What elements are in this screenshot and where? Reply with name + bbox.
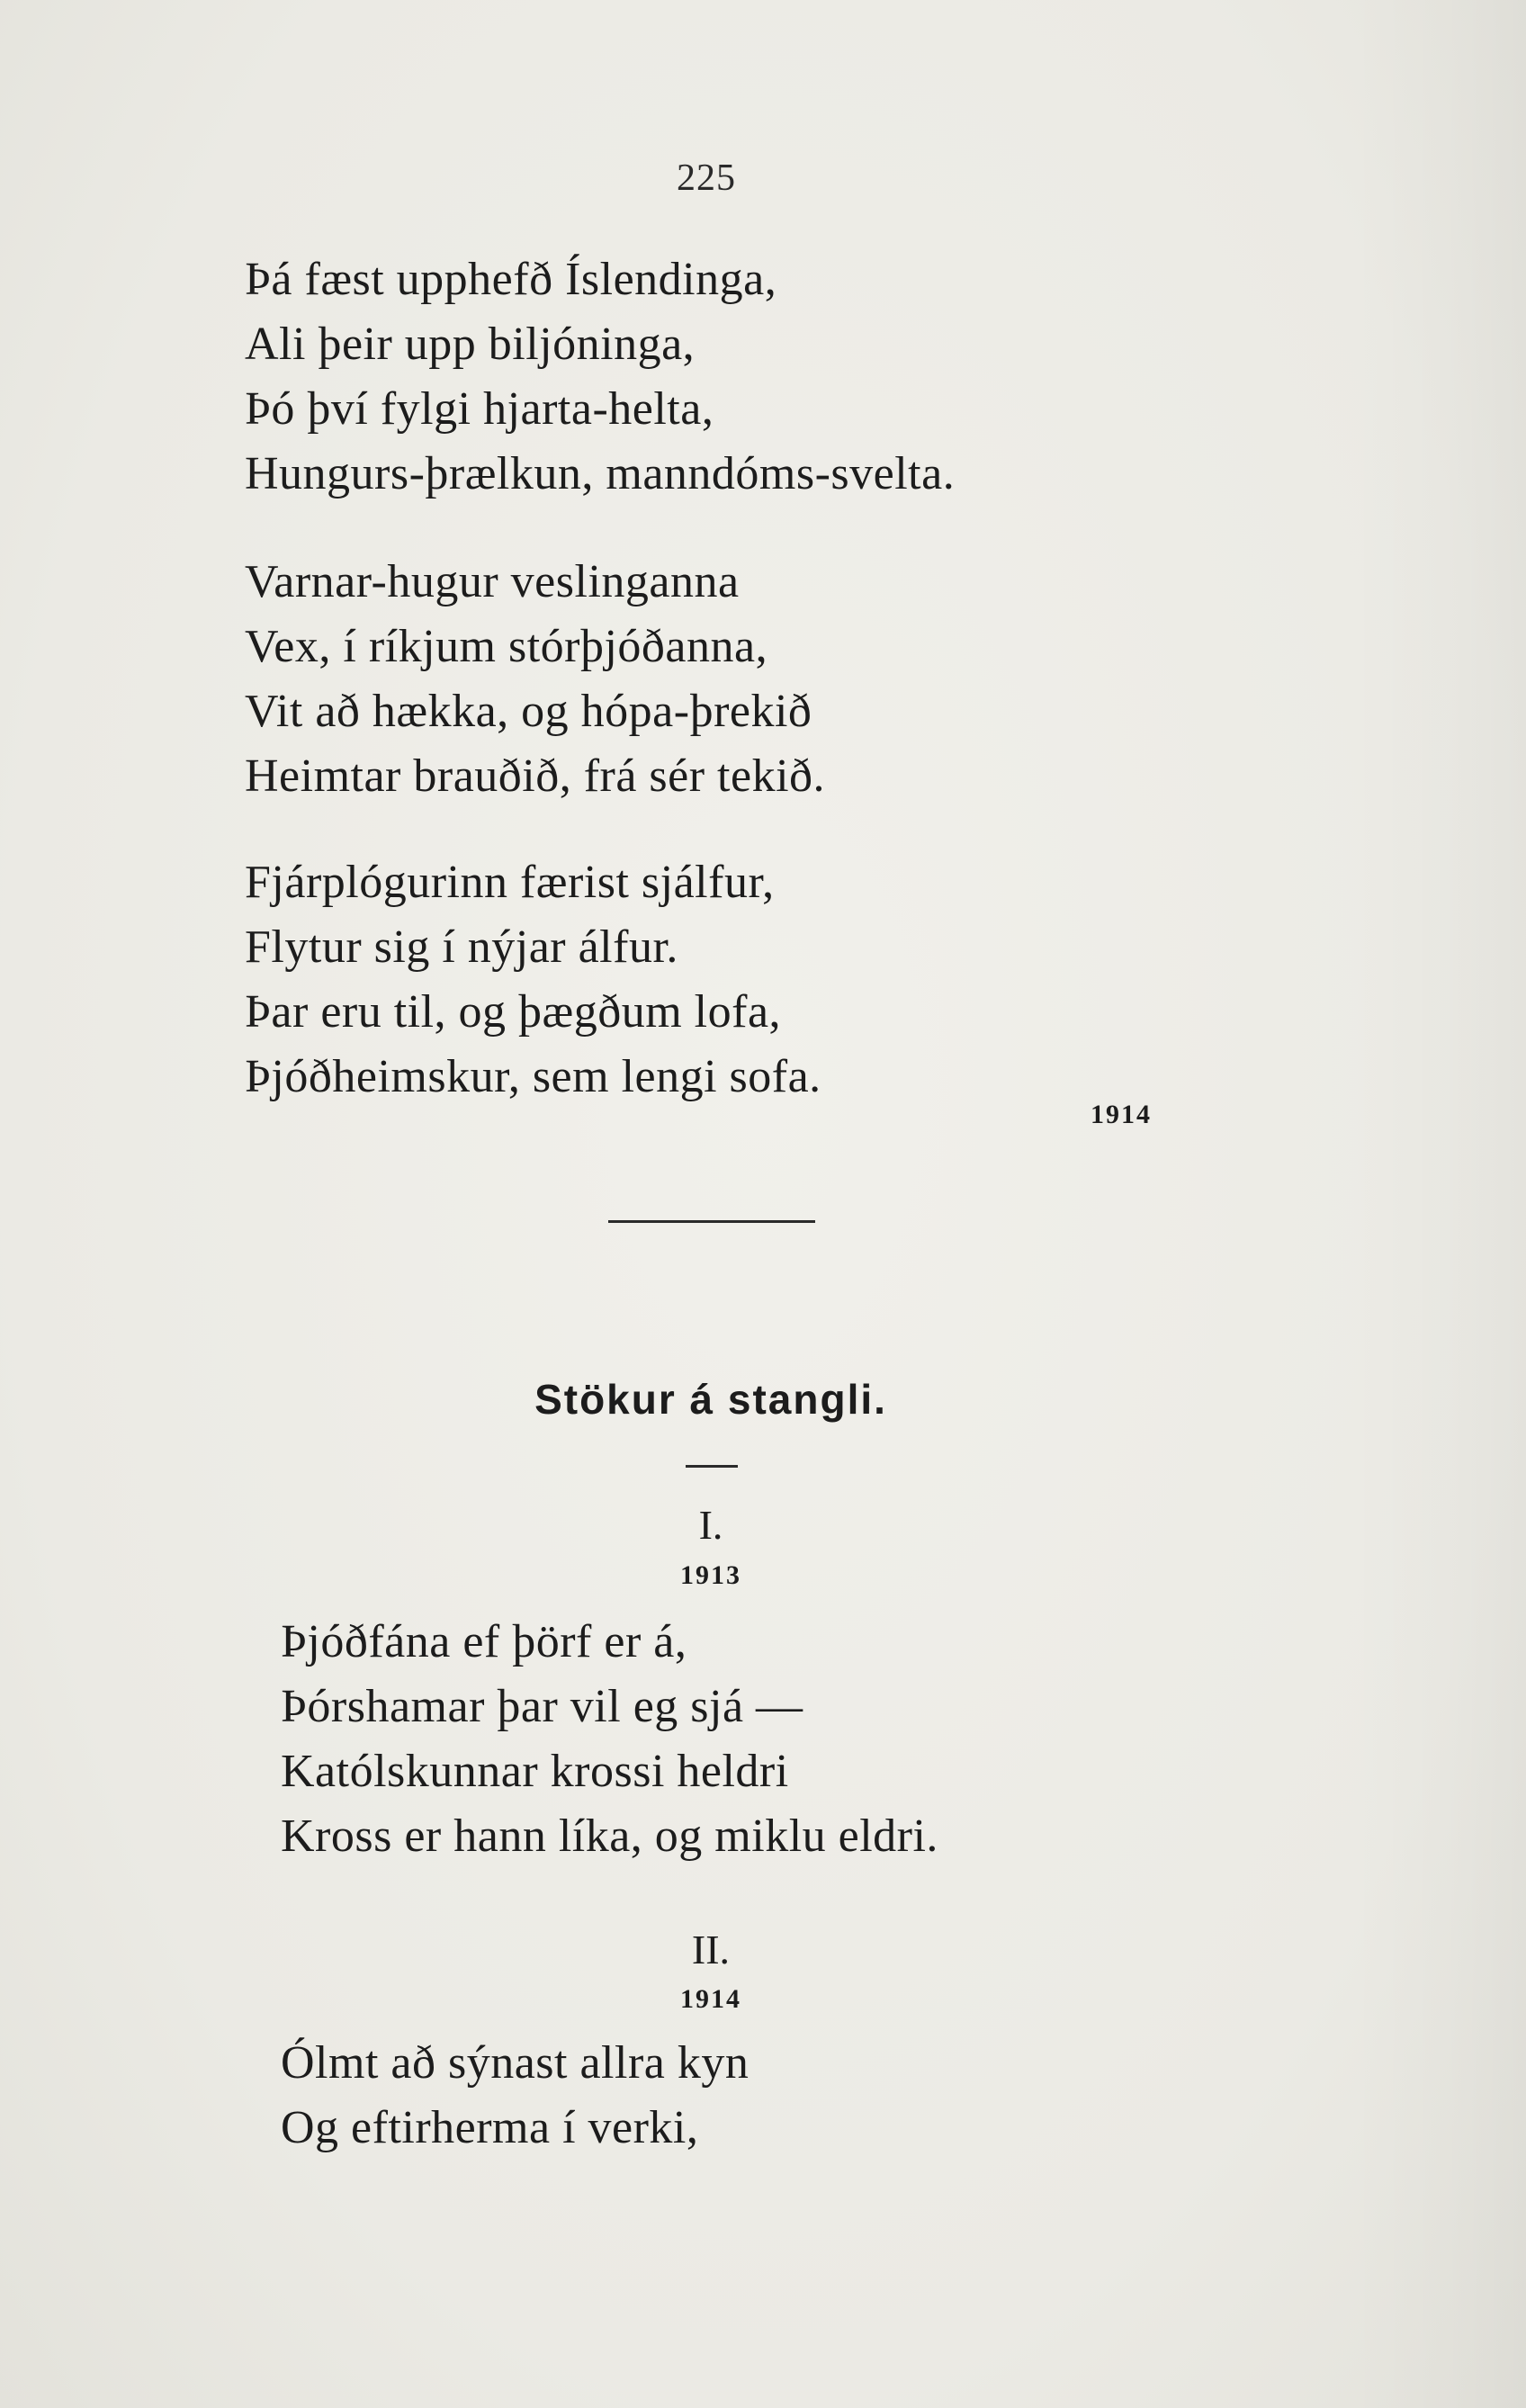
verse-line: Katólskunnar krossi heldri [281,1746,789,1797]
page-number: 225 [677,157,736,199]
verse-line: Þá fæst upphefð Íslendinga, [245,254,777,305]
verse-line: Þórshamar þar vil eg sjá — [281,1681,803,1732]
stanza [245,247,1234,507]
section-divider [608,1220,815,1223]
verse-line: Vit að hækka, og hópa-þrekið [245,686,812,737]
verse-line: Kross er hann líka, og miklu eldri. [281,1810,938,1862]
page-shadow [1350,0,1526,2408]
verse-line: Heimtar brauðið, frá sér tekið. [245,750,826,802]
poem-year: 1914 [1091,1100,1152,1129]
verse-line: Hungurs-þrælkun, manndóms-svelta. [245,448,956,499]
title-rule [686,1465,738,1468]
verse-line: Flytur sig í nýjar álfur. [245,921,678,973]
verse-line: Þar eru til, og þægðum lofa, [245,986,782,1038]
part-numeral: II. [691,1927,731,1972]
verse-line: Fjárplógurinn færist sjálfur, [245,857,775,908]
verse-line: Þjóðheimskur, sem lengi sofa. [245,1051,821,1102]
verse-line: Vex, í ríkjum stórþjóðanna, [245,621,768,672]
stanza [245,850,1234,1110]
stanza [245,550,1234,809]
verse-line: Og eftirherma í verki, [281,2102,699,2153]
verse-line: Ali þeir upp biljóninga, [245,319,696,370]
part-numeral: I. [698,1502,723,1548]
verse-line: Þjóðfána ef þörf er á, [281,1616,687,1667]
verse-line: Þó því fylgi hjarta-helta, [245,383,714,435]
part-year: 1914 [680,1984,741,2014]
stanza [281,1610,1270,1869]
verse-line: Ólmt að sýnast allra kyn [281,2037,750,2089]
part-year: 1913 [680,1560,741,1590]
stanza [281,2031,1270,2161]
section-title: Stökur á stangli. [534,1376,887,1423]
verse-line: Varnar-hugur veslinganna [245,556,740,607]
